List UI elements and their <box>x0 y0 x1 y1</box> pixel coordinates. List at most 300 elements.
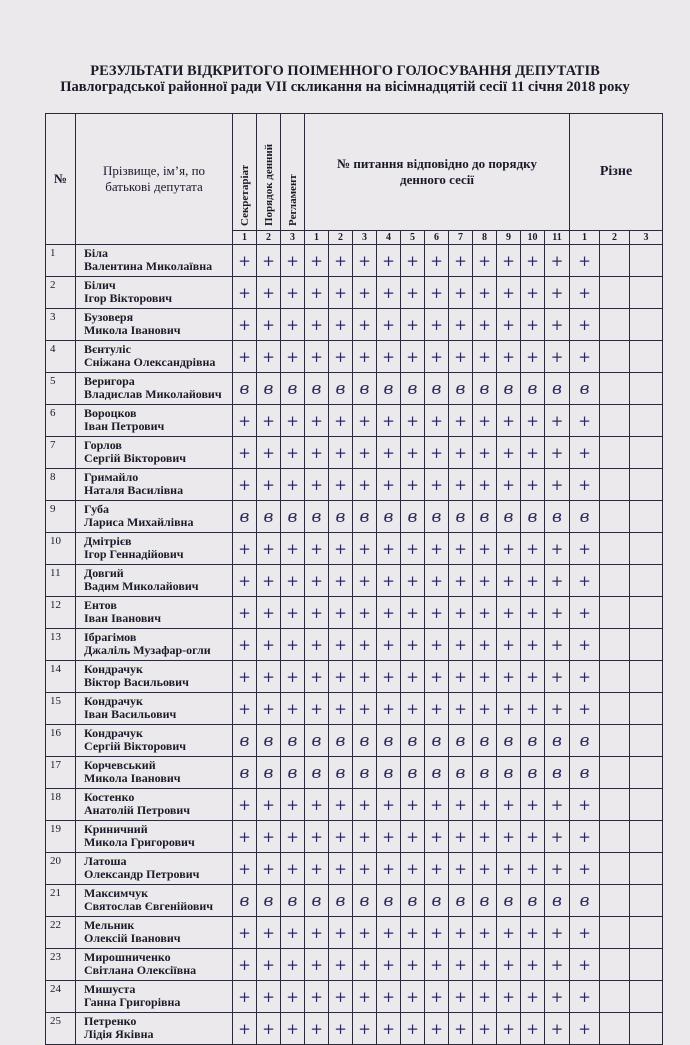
column-number: 7 <box>449 231 473 245</box>
vote-mark: в <box>570 885 600 917</box>
vote-mark: в <box>449 725 473 757</box>
vote-mark: + <box>257 533 281 565</box>
vote-mark <box>630 277 663 309</box>
vote-mark: + <box>401 853 425 885</box>
vote-mark <box>630 501 663 533</box>
vote-mark: + <box>449 1013 473 1045</box>
vote-mark: + <box>305 853 329 885</box>
vote-mark: + <box>257 661 281 693</box>
vote-mark: + <box>473 565 497 597</box>
vote-mark: + <box>329 693 353 725</box>
table-row <box>46 949 663 981</box>
vote-mark: + <box>449 437 473 469</box>
deputy-name <box>76 821 233 853</box>
vote-mark: + <box>497 661 521 693</box>
vote-mark <box>600 885 630 917</box>
vote-mark: + <box>521 597 545 629</box>
table-row <box>46 597 663 629</box>
vote-mark: + <box>281 597 305 629</box>
deputy-given-names: Микола Григорович <box>84 835 195 849</box>
vote-mark: + <box>353 565 377 597</box>
vote-mark: в <box>353 885 377 917</box>
vote-mark: + <box>449 629 473 661</box>
vote-mark: + <box>401 309 425 341</box>
vote-mark: + <box>353 853 377 885</box>
vote-mark <box>630 853 663 885</box>
vote-mark: + <box>401 693 425 725</box>
deputy-given-names: Микола Іванович <box>84 771 181 785</box>
vote-mark: + <box>545 597 570 629</box>
vote-mark <box>630 821 663 853</box>
vote-mark: + <box>497 309 521 341</box>
row-number: 9 <box>46 501 76 533</box>
vote-mark: + <box>329 565 353 597</box>
vote-mark: + <box>281 437 305 469</box>
vote-mark <box>600 949 630 981</box>
vote-mark: + <box>281 981 305 1013</box>
vote-mark: + <box>305 405 329 437</box>
vote-mark: + <box>281 949 305 981</box>
vote-mark: + <box>329 981 353 1013</box>
vote-mark: + <box>233 341 257 373</box>
vote-mark: + <box>570 533 600 565</box>
vote-mark: + <box>257 437 281 469</box>
row-number: 22 <box>46 917 76 949</box>
vote-mark <box>600 757 630 789</box>
vote-mark: + <box>521 277 545 309</box>
vote-mark: + <box>377 469 401 501</box>
vote-mark: + <box>545 533 570 565</box>
deputy-surname: Дмітрієв <box>84 534 132 548</box>
vote-mark: + <box>329 917 353 949</box>
vote-mark: + <box>353 277 377 309</box>
vote-mark: + <box>570 629 600 661</box>
vote-mark: + <box>257 597 281 629</box>
vote-mark: + <box>497 341 521 373</box>
row-number: 13 <box>46 629 76 661</box>
row-number: 5 <box>46 373 76 405</box>
table-row <box>46 1013 663 1045</box>
vote-mark: + <box>473 853 497 885</box>
vote-mark: в <box>281 373 305 405</box>
vote-mark: + <box>281 661 305 693</box>
vote-mark: + <box>305 565 329 597</box>
vote-mark: + <box>521 533 545 565</box>
deputy-surname: Латоша <box>84 854 127 868</box>
deputy-given-names: Валентина Миколаївна <box>84 259 213 273</box>
vote-mark <box>630 405 663 437</box>
vote-mark: + <box>425 1013 449 1045</box>
deputy-surname: Криничний <box>84 822 148 836</box>
vote-mark: + <box>473 917 497 949</box>
row-number: 19 <box>46 821 76 853</box>
row-number: 17 <box>46 757 76 789</box>
vote-mark: + <box>401 245 425 277</box>
vote-mark: + <box>425 949 449 981</box>
vote-mark <box>600 341 630 373</box>
vote-mark <box>600 789 630 821</box>
deputy-given-names: Олексій Іванович <box>84 931 181 945</box>
vote-mark: + <box>233 981 257 1013</box>
vote-mark: + <box>257 821 281 853</box>
vote-mark: в <box>233 757 257 789</box>
row-number: 8 <box>46 469 76 501</box>
column-number: 2 <box>257 231 281 245</box>
vote-mark: + <box>449 533 473 565</box>
vote-mark: + <box>401 437 425 469</box>
vote-mark: в <box>281 725 305 757</box>
vote-mark: + <box>449 917 473 949</box>
vote-mark: + <box>281 853 305 885</box>
vote-mark: + <box>377 917 401 949</box>
vote-mark: + <box>233 437 257 469</box>
vote-mark: в <box>545 885 570 917</box>
vote-mark: + <box>545 949 570 981</box>
vote-mark: + <box>329 597 353 629</box>
title-line-2: Павлоградської районної ради VII скликання на вісімнадцятій сесії 11 січня 2018 року <box>60 79 630 95</box>
vote-mark: + <box>545 405 570 437</box>
vote-mark: + <box>425 981 449 1013</box>
vote-mark: + <box>377 661 401 693</box>
vote-mark: в <box>521 373 545 405</box>
vote-mark: + <box>570 277 600 309</box>
vote-mark: + <box>257 309 281 341</box>
vote-mark: + <box>473 1013 497 1045</box>
deputy-surname: Кондрачук <box>84 694 143 708</box>
vote-mark: + <box>473 245 497 277</box>
deputy-name <box>76 341 233 373</box>
vote-mark: + <box>353 405 377 437</box>
vote-mark: + <box>521 341 545 373</box>
vote-mark: + <box>570 693 600 725</box>
vote-mark: в <box>353 501 377 533</box>
vote-mark: + <box>281 341 305 373</box>
vote-mark: в <box>521 501 545 533</box>
vote-mark: в <box>449 757 473 789</box>
vote-mark: в <box>377 501 401 533</box>
vote-mark: в <box>329 757 353 789</box>
vote-mark <box>600 853 630 885</box>
vote-mark: в <box>497 373 521 405</box>
vote-mark: + <box>353 533 377 565</box>
vote-mark: в <box>281 501 305 533</box>
vote-mark: в <box>521 757 545 789</box>
vote-mark: + <box>545 917 570 949</box>
vote-mark: + <box>449 565 473 597</box>
vote-mark: + <box>377 533 401 565</box>
vote-mark: + <box>497 917 521 949</box>
deputy-given-names: Святослав Євгенійович <box>84 899 214 913</box>
vote-mark: в <box>425 501 449 533</box>
vote-mark: + <box>449 469 473 501</box>
vote-mark: + <box>353 981 377 1013</box>
table-row <box>46 981 663 1013</box>
vote-mark: + <box>449 853 473 885</box>
vote-mark: в <box>425 373 449 405</box>
title-line-1: РЕЗУЛЬТАТИ ВІДКРИТОГО ПОІМЕННОГО ГОЛОСУВАННЯ ДЕПУТАТІВ <box>90 63 600 79</box>
vote-mark <box>600 693 630 725</box>
deputy-surname: Біла <box>84 246 108 260</box>
deputy-name <box>76 405 233 437</box>
vote-mark: + <box>353 469 377 501</box>
vote-mark: + <box>473 949 497 981</box>
vote-mark: + <box>521 789 545 821</box>
vote-mark: в <box>521 725 545 757</box>
vote-mark: + <box>233 565 257 597</box>
deputy-surname: Корчевський <box>84 758 156 772</box>
vote-mark: + <box>257 693 281 725</box>
vote-mark: + <box>545 309 570 341</box>
vote-mark: + <box>497 1013 521 1045</box>
vote-mark: + <box>449 309 473 341</box>
deputy-name <box>76 1013 233 1045</box>
vote-mark <box>630 917 663 949</box>
deputy-given-names: Джаліль Музафар-огли <box>84 643 211 657</box>
vote-mark: + <box>281 917 305 949</box>
vote-mark: в <box>545 757 570 789</box>
vote-mark: + <box>281 245 305 277</box>
vote-mark: в <box>353 373 377 405</box>
vote-mark: + <box>329 277 353 309</box>
vote-mark: + <box>305 309 329 341</box>
vote-mark: + <box>570 309 600 341</box>
vote-mark: в <box>473 757 497 789</box>
vote-mark <box>600 309 630 341</box>
vote-mark: + <box>329 661 353 693</box>
vote-mark: + <box>281 533 305 565</box>
vote-mark: в <box>473 373 497 405</box>
vote-mark: + <box>425 405 449 437</box>
voting-results-table <box>45 113 663 1045</box>
vote-mark: + <box>329 341 353 373</box>
vote-mark: в <box>570 757 600 789</box>
vote-mark: + <box>233 405 257 437</box>
vote-mark: в <box>257 725 281 757</box>
row-number: 12 <box>46 597 76 629</box>
vote-mark: + <box>521 661 545 693</box>
vote-mark: + <box>497 565 521 597</box>
vote-mark: + <box>377 277 401 309</box>
vote-mark: + <box>233 629 257 661</box>
table-row <box>46 565 663 597</box>
row-number: 1 <box>46 245 76 277</box>
vote-mark: + <box>377 309 401 341</box>
vote-mark: + <box>305 661 329 693</box>
vote-mark: + <box>377 853 401 885</box>
vote-mark: в <box>257 757 281 789</box>
deputy-surname: Горлов <box>84 438 122 452</box>
vote-mark: в <box>425 757 449 789</box>
column-number: 9 <box>497 231 521 245</box>
vote-mark: + <box>497 469 521 501</box>
vote-mark: + <box>521 981 545 1013</box>
deputy-surname: Петренко <box>84 1014 137 1028</box>
vote-mark <box>630 533 663 565</box>
vote-mark: + <box>305 821 329 853</box>
vote-mark: в <box>473 885 497 917</box>
row-number: 2 <box>46 277 76 309</box>
vote-mark: + <box>401 277 425 309</box>
deputy-given-names: Вадим Миколайович <box>84 579 199 593</box>
vote-mark: + <box>570 405 600 437</box>
table-row <box>46 693 663 725</box>
vote-mark: + <box>329 789 353 821</box>
vote-mark: в <box>449 885 473 917</box>
table-row <box>46 309 663 341</box>
deputy-surname: Костенко <box>84 790 135 804</box>
vote-mark: + <box>353 917 377 949</box>
vote-mark: в <box>281 885 305 917</box>
vote-mark: + <box>329 405 353 437</box>
vote-mark: в <box>353 725 377 757</box>
vote-mark: + <box>473 309 497 341</box>
vote-mark <box>600 661 630 693</box>
vote-mark: + <box>425 277 449 309</box>
vote-mark: + <box>401 1013 425 1045</box>
vote-mark: + <box>377 405 401 437</box>
vote-mark: + <box>497 405 521 437</box>
vote-mark: + <box>545 853 570 885</box>
row-number: 4 <box>46 341 76 373</box>
vote-mark: + <box>305 341 329 373</box>
vote-mark: + <box>545 693 570 725</box>
vote-mark: в <box>233 885 257 917</box>
vote-mark <box>630 629 663 661</box>
row-number: 18 <box>46 789 76 821</box>
table-row <box>46 469 663 501</box>
vote-mark: + <box>257 789 281 821</box>
vote-mark: + <box>449 661 473 693</box>
deputy-given-names: Анатолій Петрович <box>84 803 191 817</box>
vote-mark: + <box>497 629 521 661</box>
vote-mark: + <box>545 277 570 309</box>
vote-mark: + <box>545 469 570 501</box>
deputy-name <box>76 565 233 597</box>
row-number: 20 <box>46 853 76 885</box>
deputy-given-names: Ігор Геннадійович <box>84 547 184 561</box>
vote-mark: + <box>305 981 329 1013</box>
vote-mark: + <box>257 565 281 597</box>
vote-mark: + <box>257 277 281 309</box>
vote-mark: + <box>305 629 329 661</box>
vote-mark: + <box>570 437 600 469</box>
deputy-name <box>76 629 233 661</box>
vote-mark <box>630 693 663 725</box>
vote-mark: + <box>545 981 570 1013</box>
vote-mark: + <box>329 437 353 469</box>
vote-mark: + <box>449 277 473 309</box>
vote-mark: в <box>329 725 353 757</box>
vote-mark: + <box>401 405 425 437</box>
vote-mark <box>600 917 630 949</box>
vote-mark: + <box>401 629 425 661</box>
vote-mark: + <box>305 437 329 469</box>
vote-mark: + <box>449 597 473 629</box>
column-number: 1 <box>305 231 329 245</box>
vote-mark: + <box>473 341 497 373</box>
vote-mark: + <box>449 821 473 853</box>
vote-mark: + <box>329 629 353 661</box>
deputy-surname: Кондрачук <box>84 662 143 676</box>
vote-mark: + <box>257 469 281 501</box>
vote-mark: в <box>425 885 449 917</box>
vote-mark: + <box>329 533 353 565</box>
vote-mark: + <box>233 949 257 981</box>
row-number: 24 <box>46 981 76 1013</box>
table-row <box>46 405 663 437</box>
vote-mark: + <box>497 693 521 725</box>
vote-mark: + <box>233 1013 257 1045</box>
vote-mark: + <box>401 661 425 693</box>
vote-mark: + <box>281 821 305 853</box>
vote-mark: + <box>257 853 281 885</box>
vote-mark: + <box>473 661 497 693</box>
row-number: 16 <box>46 725 76 757</box>
deputy-name <box>76 277 233 309</box>
vote-mark: + <box>353 949 377 981</box>
row-number: 6 <box>46 405 76 437</box>
vote-mark: + <box>329 309 353 341</box>
vote-mark: в <box>425 725 449 757</box>
column-number: 8 <box>473 231 497 245</box>
table-row <box>46 853 663 885</box>
vote-mark: + <box>233 277 257 309</box>
deputy-given-names: Іван Васильович <box>84 707 177 721</box>
vote-mark <box>630 1013 663 1045</box>
deputy-given-names: Владислав Миколайович <box>84 387 222 401</box>
vote-mark: + <box>497 245 521 277</box>
vote-mark: + <box>233 917 257 949</box>
deputy-name <box>76 469 233 501</box>
vote-mark: + <box>425 597 449 629</box>
vote-mark: + <box>377 341 401 373</box>
vote-mark: + <box>449 341 473 373</box>
vote-mark: + <box>497 277 521 309</box>
vote-mark: + <box>473 821 497 853</box>
deputy-name <box>76 533 233 565</box>
vote-mark: + <box>521 405 545 437</box>
vote-mark: + <box>233 821 257 853</box>
vote-mark: в <box>497 757 521 789</box>
vote-mark: + <box>281 469 305 501</box>
vote-mark: + <box>521 469 545 501</box>
vote-mark: в <box>449 501 473 533</box>
vote-mark: + <box>473 597 497 629</box>
vote-mark <box>630 981 663 1013</box>
deputy-surname: Веригора <box>84 374 135 388</box>
vote-mark: + <box>353 789 377 821</box>
vote-mark <box>600 725 630 757</box>
vote-mark: в <box>329 373 353 405</box>
vote-mark: в <box>401 373 425 405</box>
column-number: 1 <box>233 231 257 245</box>
vote-mark <box>600 405 630 437</box>
vote-mark: в <box>257 373 281 405</box>
table-row <box>46 245 663 277</box>
vote-mark: + <box>401 597 425 629</box>
row-number: 7 <box>46 437 76 469</box>
vote-mark: + <box>473 693 497 725</box>
vote-mark <box>630 373 663 405</box>
vote-mark: + <box>353 661 377 693</box>
vote-mark: + <box>497 853 521 885</box>
table-row <box>46 661 663 693</box>
vote-mark <box>630 885 663 917</box>
vote-mark: + <box>329 821 353 853</box>
vote-mark: в <box>305 373 329 405</box>
vote-mark: + <box>377 949 401 981</box>
vote-mark <box>630 949 663 981</box>
